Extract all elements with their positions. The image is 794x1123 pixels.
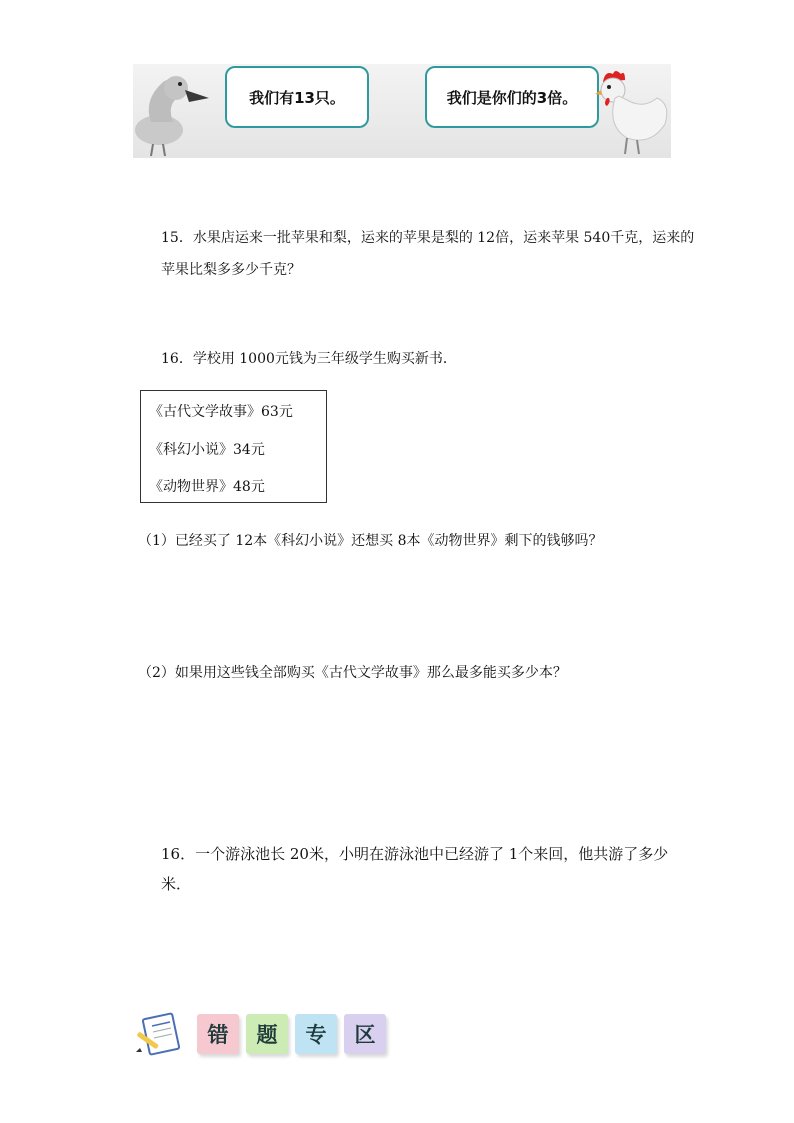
question-16-intro: 16．学校用 1000元钱为三年级学生购买新书． (161, 351, 457, 367)
question-16b-line-1: 16．一个游泳池长 20米，小明在游泳池中已经游了 1个来回，他共游了多少 (161, 845, 669, 863)
section-tag-char-1: 错 (197, 1014, 239, 1054)
notebook-pencil-icon (134, 1012, 184, 1058)
section-tag-char-3: 专 (295, 1014, 337, 1054)
goose-illustration (133, 70, 223, 158)
price-list-box (140, 390, 327, 503)
question-15-line-1: 15．水果店运来一批苹果和梨，运来的苹果是梨的 12倍，运来苹果 540千克，运来的 (161, 230, 695, 246)
illustration-banner (133, 64, 671, 158)
price-item: 《古代文学故事》63元 (149, 404, 293, 420)
price-item: 《动物世界》48元 (149, 479, 265, 495)
price-item: 《科幻小说》34元 (149, 442, 265, 458)
question-16b-line-2: 米． (161, 875, 192, 893)
speech-bubble-chicken: 我们是你们的3倍。 (425, 66, 599, 128)
section-tag-char-4: 区 (344, 1014, 386, 1054)
section-tag-char-2: 题 (246, 1014, 288, 1054)
question-16-part-2: （2）如果用这些钱全部购买《古代文学故事》那么最多能买多少本？ (138, 665, 567, 681)
question-15-line-2: 苹果比梨多多少千克？ (161, 262, 301, 278)
question-16-part-1: （1）已经买了 12本《科幻小说》还想买 8本《动物世界》剩下的钱够吗？ (138, 533, 603, 549)
speech-bubble-goose: 我们有13只。 (225, 66, 369, 128)
chicken-illustration (595, 68, 671, 158)
